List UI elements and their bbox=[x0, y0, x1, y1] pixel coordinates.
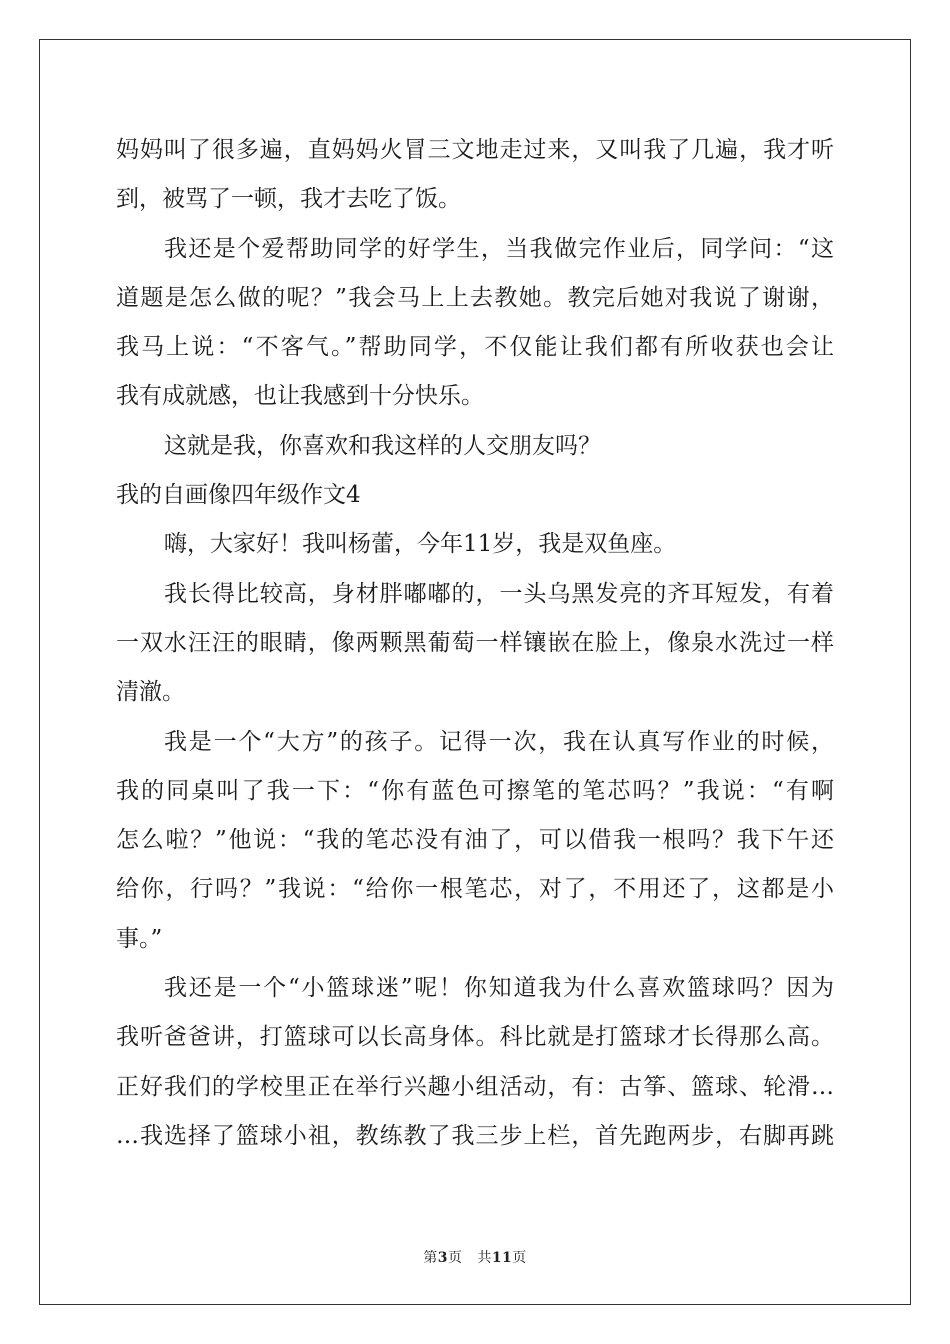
text-line: 怎么啦？”他说：“我的笔芯没有油了，可以借我一根吗？我下午还 bbox=[116, 827, 834, 854]
text-line: 清澈。 bbox=[116, 679, 185, 706]
text-line: 这就是我，你喜欢和我这样的人交朋友吗？ bbox=[164, 432, 601, 459]
page-prefix: 第 bbox=[423, 1250, 438, 1266]
text-line: 我的同桌叫了我一下：“你有蓝色可擦笔的笔芯吗？”我说：“有啊 bbox=[116, 777, 834, 804]
total-pages: 11 bbox=[491, 1250, 513, 1266]
text-line: 给你，行吗？”我说：“给你一根笔芯，对了，不用还了，这都是小 bbox=[116, 876, 834, 903]
text-line: 我长得比较高，身材胖嘟嘟的，一头乌黑发亮的齐耳短发，有着 bbox=[164, 580, 834, 607]
text-line: 到，被骂了一顿，我才去吃了饭。 bbox=[116, 186, 461, 213]
text-line: 一双水汪汪的眼睛，像两颗黑葡萄一样镶嵌在脸上，像泉水洗过一样 bbox=[116, 629, 834, 656]
page-number: 3 bbox=[437, 1250, 448, 1266]
section-heading: 我的自画像四年级作文4 bbox=[116, 482, 361, 509]
page-footer bbox=[0, 1247, 950, 1267]
text-line: 嗨，大家好！我叫杨蕾，今年11岁，我是双鱼座。 bbox=[164, 531, 677, 558]
text-line: 我还是一个“小篮球迷”呢！你知道我为什么喜欢篮球吗？因为 bbox=[164, 975, 834, 1002]
text-line: 我有成就感，也让我感到十分快乐。 bbox=[116, 383, 484, 410]
total-suffix: 页 bbox=[512, 1250, 527, 1266]
text-line: 我马上说：“不客气。”帮助同学，不仅能让我们都有所收获也会让 bbox=[116, 334, 834, 361]
document-body bbox=[116, 126, 834, 1161]
text-line: 道题是怎么做的呢？”我会马上上去教她。教完后她对我说了谢谢， bbox=[116, 284, 834, 311]
page-suffix: 页 bbox=[447, 1250, 463, 1266]
text-line: 我听爸爸讲，打篮球可以长高身体。科比就是打篮球才长得那么高。 bbox=[116, 1024, 834, 1051]
text-line: 我是一个“大方”的孩子。记得一次，我在认真写作业的时候， bbox=[164, 728, 834, 755]
text-line: 事。” bbox=[116, 925, 163, 952]
text-line: 我还是个爱帮助同学的好学生，当我做完作业后，同学问：“这 bbox=[164, 235, 834, 262]
total-prefix: 共 bbox=[477, 1250, 492, 1266]
text-line: 妈妈叫了很多遍，直妈妈火冒三文地走过来，又叫我了几遍，我才听 bbox=[116, 137, 834, 163]
text-line: …我选择了篮球小祖，教练教了我三步上栏，首先跑两步，右脚再跳 bbox=[116, 1122, 834, 1149]
text-line: 正好我们的学校里正在举行兴趣小组活动，有：古筝、篮球、轮滑… bbox=[116, 1073, 834, 1100]
